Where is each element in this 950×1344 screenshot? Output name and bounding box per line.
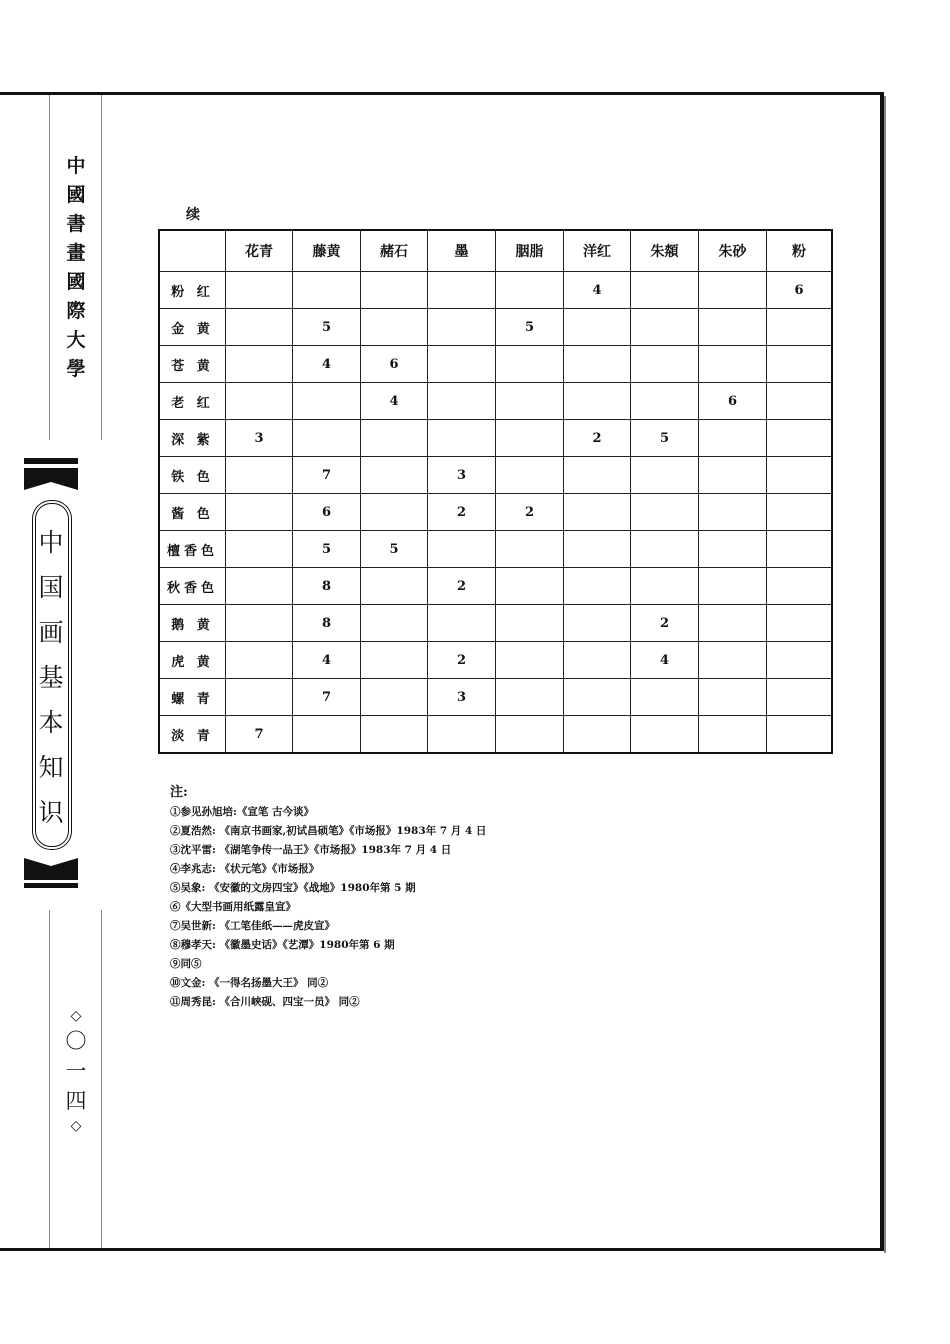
table-cell bbox=[631, 309, 699, 346]
note-line: ⑦吴世新: 《工笔佳纸——虎皮宣》 bbox=[170, 920, 336, 932]
table-cell: 8 bbox=[293, 605, 361, 642]
table-cell bbox=[767, 309, 833, 346]
column-header: 胭脂 bbox=[496, 230, 564, 272]
table-cell bbox=[767, 531, 833, 568]
table-cell: 4 bbox=[564, 272, 631, 309]
table-cell bbox=[564, 642, 631, 679]
table-cell bbox=[496, 457, 564, 494]
note-line: ⑥《大型书画用纸露皇宣》 bbox=[170, 901, 296, 913]
table-row bbox=[159, 457, 832, 494]
table-row bbox=[159, 494, 832, 531]
note-line: ⑤吴象: 《安徽的文房四宝》《战地》1980年第 5 期 bbox=[170, 882, 416, 894]
table-cell bbox=[361, 272, 428, 309]
table-cell bbox=[428, 605, 496, 642]
table-cell: 4 bbox=[293, 642, 361, 679]
table-cell bbox=[496, 568, 564, 605]
table-cell bbox=[699, 494, 767, 531]
table-cell bbox=[226, 457, 293, 494]
notes-heading: 注: bbox=[170, 785, 188, 800]
table-row bbox=[159, 642, 832, 679]
table-cell bbox=[699, 531, 767, 568]
note-line: ⑪周秀昆: 《合川峡砚、四宝一员》 同② bbox=[170, 996, 360, 1008]
table-cell bbox=[226, 272, 293, 309]
table-row bbox=[159, 568, 832, 605]
table-cell: 4 bbox=[361, 383, 428, 420]
notes-list bbox=[170, 803, 486, 1012]
table-cell bbox=[699, 309, 767, 346]
table-cell: 4 bbox=[631, 642, 699, 679]
book-title-char: 识 bbox=[38, 798, 64, 827]
table-cell: 6 bbox=[699, 383, 767, 420]
table-cell bbox=[564, 494, 631, 531]
table-cell bbox=[631, 457, 699, 494]
header-vertical-char: 際 bbox=[66, 300, 86, 322]
table-cell bbox=[226, 346, 293, 383]
row-label: 铁 色 bbox=[159, 457, 226, 494]
table-cell bbox=[428, 346, 496, 383]
table-cell bbox=[631, 272, 699, 309]
table-cell bbox=[564, 309, 631, 346]
book-title-char: 知 bbox=[38, 753, 64, 782]
title-frame-bar-bottom-2 bbox=[24, 883, 78, 888]
row-label: 淡 青 bbox=[159, 716, 226, 754]
table-cell bbox=[226, 605, 293, 642]
table-cell: 8 bbox=[293, 568, 361, 605]
table-cell: 2 bbox=[564, 420, 631, 457]
table-cell bbox=[699, 605, 767, 642]
table-cell bbox=[361, 494, 428, 531]
table-cell bbox=[767, 568, 833, 605]
header-vertical-char: 大 bbox=[66, 329, 86, 351]
book-title-char: 本 bbox=[38, 708, 64, 737]
table-row bbox=[159, 383, 832, 420]
book-title-vertical bbox=[22, 520, 80, 835]
table-cell bbox=[699, 346, 767, 383]
table-row bbox=[159, 605, 832, 642]
table-cell bbox=[767, 494, 833, 531]
page-number-vertical bbox=[64, 1006, 88, 1136]
table-cell bbox=[226, 494, 293, 531]
row-label: 鹅 黄 bbox=[159, 605, 226, 642]
table-cell bbox=[496, 716, 564, 754]
table-cell bbox=[428, 383, 496, 420]
table-cell bbox=[767, 716, 833, 754]
frame-bottom-border bbox=[0, 1248, 884, 1251]
notes-section bbox=[170, 783, 486, 1012]
table-cell bbox=[767, 383, 833, 420]
table-cell bbox=[428, 272, 496, 309]
row-label: 苍 黄 bbox=[159, 346, 226, 383]
table-cell bbox=[293, 420, 361, 457]
note-line: ③沈平雷: 《湖笔争传一品王》《市场报》1983年 7 月 4 日 bbox=[170, 844, 452, 856]
table-cell: 5 bbox=[293, 531, 361, 568]
table-cell bbox=[564, 605, 631, 642]
table-cell bbox=[496, 346, 564, 383]
column-header: 赭石 bbox=[361, 230, 428, 272]
table-cell bbox=[226, 642, 293, 679]
table-cell bbox=[631, 716, 699, 754]
title-frame-bar-top-1 bbox=[24, 458, 78, 464]
table-corner-cell bbox=[159, 230, 226, 272]
page-number-char: 一 bbox=[65, 1059, 87, 1083]
table-cell: 3 bbox=[428, 679, 496, 716]
table-cell bbox=[496, 531, 564, 568]
row-label: 虎 黄 bbox=[159, 642, 226, 679]
table-cell bbox=[564, 679, 631, 716]
table-cell: 6 bbox=[361, 346, 428, 383]
table-cell bbox=[767, 605, 833, 642]
row-label: 粉 红 bbox=[159, 272, 226, 309]
table-row bbox=[159, 309, 832, 346]
table-cell bbox=[767, 420, 833, 457]
header-vertical-title bbox=[62, 152, 90, 384]
table-cell bbox=[767, 642, 833, 679]
table-cell bbox=[631, 531, 699, 568]
table-cell: 7 bbox=[293, 679, 361, 716]
table-cell: 2 bbox=[428, 642, 496, 679]
table-header-row bbox=[159, 230, 832, 272]
table-cell bbox=[767, 346, 833, 383]
header-vertical-char: 中 bbox=[66, 155, 86, 177]
column-header: 墨 bbox=[428, 230, 496, 272]
table-cell bbox=[631, 679, 699, 716]
table-cell bbox=[496, 272, 564, 309]
table-cell bbox=[631, 568, 699, 605]
table-cell bbox=[361, 420, 428, 457]
book-title-char: 中 bbox=[38, 528, 64, 557]
row-label: 酱 色 bbox=[159, 494, 226, 531]
column-header: 花青 bbox=[226, 230, 293, 272]
header-vertical-char: 國 bbox=[66, 184, 86, 206]
table-cell: 2 bbox=[428, 568, 496, 605]
table-cell: 7 bbox=[293, 457, 361, 494]
table-cell bbox=[226, 309, 293, 346]
note-line: ①参见孙旭培:《宣笔 古今谈》 bbox=[170, 806, 315, 818]
row-label: 深 紫 bbox=[159, 420, 226, 457]
column-header: 粉 bbox=[767, 230, 833, 272]
continued-label: 续 bbox=[186, 207, 200, 223]
table-cell bbox=[564, 346, 631, 383]
table-cell bbox=[631, 346, 699, 383]
row-label: 老 红 bbox=[159, 383, 226, 420]
table-cell bbox=[226, 531, 293, 568]
table-cell bbox=[496, 605, 564, 642]
table-cell: 6 bbox=[767, 272, 833, 309]
table-cell bbox=[361, 457, 428, 494]
column-header: 朱頮 bbox=[631, 230, 699, 272]
header-vertical-char: 國 bbox=[66, 271, 86, 293]
table-cell bbox=[699, 420, 767, 457]
table-cell bbox=[564, 716, 631, 754]
table-cell bbox=[361, 679, 428, 716]
table-cell: 2 bbox=[496, 494, 564, 531]
frame-top-border bbox=[0, 92, 884, 95]
table-cell bbox=[496, 383, 564, 420]
table-cell bbox=[361, 309, 428, 346]
table-row bbox=[159, 272, 832, 309]
table-cell: 7 bbox=[226, 716, 293, 754]
row-label: 螺 青 bbox=[159, 679, 226, 716]
table-cell bbox=[428, 531, 496, 568]
book-title-char: 国 bbox=[38, 573, 64, 602]
table-cell bbox=[631, 383, 699, 420]
table-row bbox=[159, 420, 832, 457]
table-cell bbox=[293, 716, 361, 754]
table-cell bbox=[699, 642, 767, 679]
page-number-char: 四 bbox=[65, 1089, 87, 1113]
header-vertical-char: 畫 bbox=[66, 242, 86, 264]
table-cell: 2 bbox=[428, 494, 496, 531]
table-cell: 5 bbox=[631, 420, 699, 457]
table-cell: 3 bbox=[226, 420, 293, 457]
book-title-char: 画 bbox=[38, 618, 64, 647]
book-title-char: 基 bbox=[38, 663, 64, 692]
table-cell bbox=[428, 309, 496, 346]
table-row bbox=[159, 716, 832, 754]
table-cell bbox=[496, 642, 564, 679]
table-row bbox=[159, 679, 832, 716]
note-line: ②夏浩然: 《南京书画家,初试昌硕笔》《市场报》1983年 7 月 4 日 bbox=[170, 825, 487, 837]
table-cell bbox=[564, 457, 631, 494]
table-cell: 2 bbox=[631, 605, 699, 642]
row-label: 檀香色 bbox=[159, 531, 226, 568]
page-number-char: 〇 bbox=[65, 1029, 87, 1053]
table-cell: 3 bbox=[428, 457, 496, 494]
table-cell: 5 bbox=[361, 531, 428, 568]
table-cell bbox=[496, 420, 564, 457]
table-body bbox=[159, 272, 832, 754]
page-number-char: ◇ bbox=[70, 1118, 82, 1134]
table-cell bbox=[496, 679, 564, 716]
table-cell bbox=[699, 272, 767, 309]
table-cell bbox=[564, 383, 631, 420]
title-frame-bar-bottom-1 bbox=[24, 868, 78, 880]
row-label: 金 黄 bbox=[159, 309, 226, 346]
row-label: 秋香色 bbox=[159, 568, 226, 605]
table-cell: 5 bbox=[496, 309, 564, 346]
table-row bbox=[159, 531, 832, 568]
table-cell bbox=[767, 457, 833, 494]
table-cell bbox=[361, 605, 428, 642]
page-number-char: ◇ bbox=[70, 1008, 82, 1024]
note-line: ⑩文金: 《一得名扬墨大王》 同② bbox=[170, 977, 329, 989]
column-header: 洋红 bbox=[564, 230, 631, 272]
table-cell bbox=[699, 716, 767, 754]
header-vertical-char: 學 bbox=[66, 358, 86, 380]
table-cell bbox=[226, 568, 293, 605]
note-line: ④李兆志: 《状元笔》《市场报》 bbox=[170, 863, 320, 875]
table-cell bbox=[361, 642, 428, 679]
column-header: 藤黄 bbox=[293, 230, 361, 272]
color-mixing-table bbox=[158, 229, 833, 754]
table-cell bbox=[699, 568, 767, 605]
table-cell bbox=[428, 420, 496, 457]
table-cell: 5 bbox=[293, 309, 361, 346]
table-cell bbox=[631, 494, 699, 531]
note-line: ⑨同⑤ bbox=[170, 958, 202, 970]
table-cell bbox=[767, 679, 833, 716]
table-row bbox=[159, 346, 832, 383]
table-cell: 4 bbox=[293, 346, 361, 383]
table-cell bbox=[293, 272, 361, 309]
frame-right-shadow bbox=[884, 96, 886, 1253]
column-header: 朱砂 bbox=[699, 230, 767, 272]
table-cell: 6 bbox=[293, 494, 361, 531]
table-cell bbox=[428, 716, 496, 754]
table-cell bbox=[226, 679, 293, 716]
note-line: ⑧穆孝天: 《徽墨史话》《艺潭》1980年第 6 期 bbox=[170, 939, 395, 951]
table-cell bbox=[226, 383, 293, 420]
table-cell bbox=[293, 383, 361, 420]
table-cell bbox=[699, 457, 767, 494]
table-cell bbox=[564, 568, 631, 605]
header-vertical-char: 書 bbox=[66, 213, 86, 235]
table-cell bbox=[361, 716, 428, 754]
title-frame-arch-bottom bbox=[24, 840, 78, 870]
table-cell bbox=[564, 531, 631, 568]
table-cell bbox=[361, 568, 428, 605]
table-cell bbox=[699, 679, 767, 716]
